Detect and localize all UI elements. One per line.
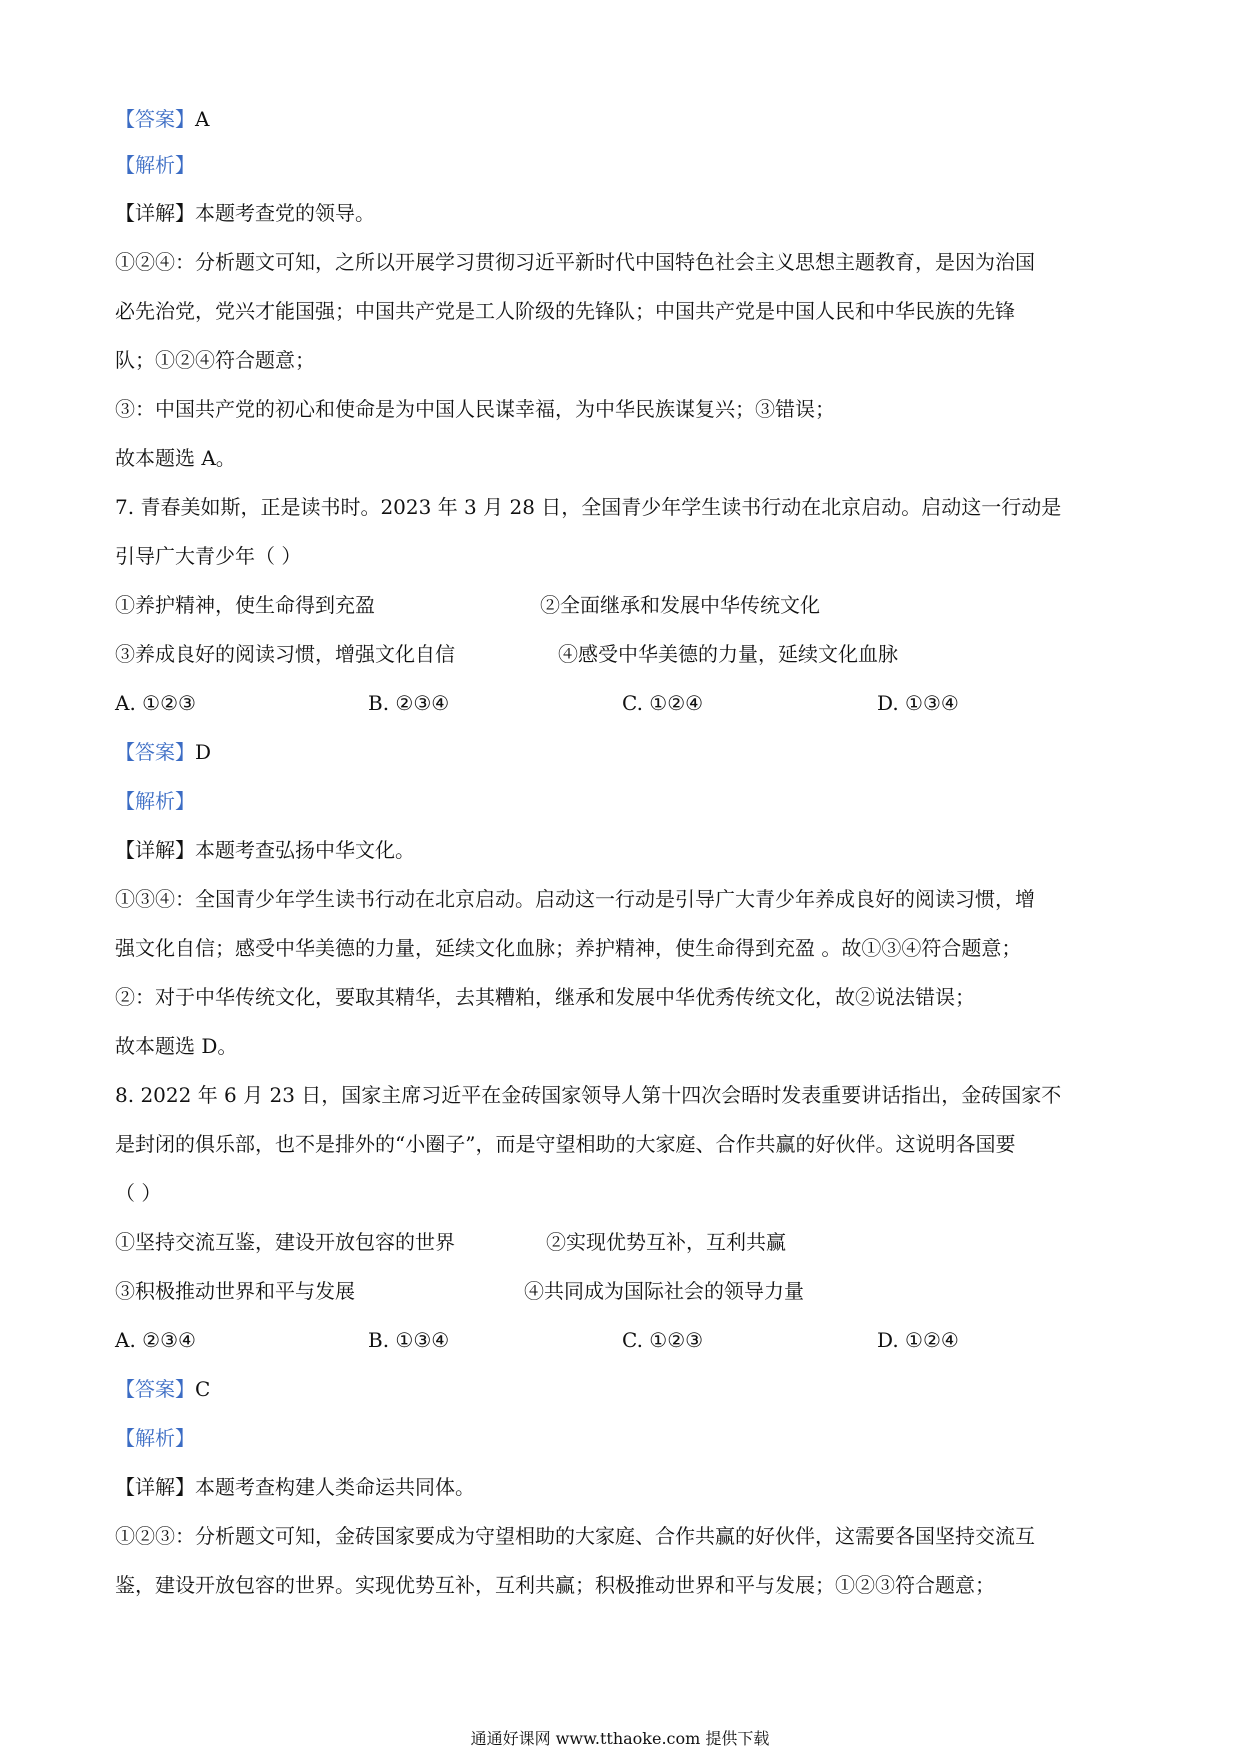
q8-detail: 本题考查构建人类命运共同体。: [195, 1475, 475, 1499]
q8-option-a: A. ②③④: [115, 1328, 196, 1352]
q8-option-d: D. ①②④: [877, 1328, 959, 1352]
answer-label: 【答案】: [115, 107, 195, 131]
q6-answer-line: [115, 104, 1135, 134]
q7-conclusion: 故本题选 D。: [115, 1034, 238, 1058]
q8-answer-line: [115, 1374, 1135, 1404]
q8-detail-line: [115, 1472, 1135, 1502]
q7-detail: 本题考查弘扬中华文化。: [195, 838, 415, 862]
analysis-label: 【解析】: [115, 153, 195, 177]
q6-detail-line: [115, 198, 1135, 228]
q8-stem-3: （ ）: [115, 1181, 162, 1205]
q7-stem-1: 7. 青春美如斯，正是读书时。2023 年 3 月 28 日，全国青少年学生读书行动在北京启动。启动这一行动是: [115, 495, 1062, 519]
analysis-label: 【解析】: [115, 1426, 195, 1450]
answer-label: 【答案】: [115, 1377, 195, 1401]
q7-statement-2: ②全面继承和发展中华传统文化: [540, 593, 820, 617]
detail-label: 【详解】: [115, 201, 195, 225]
q7-option-d: D. ①③④: [877, 691, 959, 715]
q8-option-b: B. ①③④: [368, 1328, 450, 1352]
q6-explanation-4: ③：中国共产党的初心和使命是为中国人民谋幸福，为中华民族谋复兴；③错误；: [115, 397, 835, 421]
q8-explanation-2: 鉴，建设开放包容的世界。实现优势互补，互利共赢；积极推动世界和平与发展；①②③符合题意；: [115, 1573, 995, 1597]
q7-analysis-line: [115, 786, 1135, 816]
q8-analysis-line: [115, 1423, 1135, 1453]
q6-explanation-3: 队；①②④符合题意；: [115, 348, 315, 372]
q6-analysis-line: [115, 150, 1135, 180]
q7-option-b: B. ②③④: [368, 691, 450, 715]
q7-stem-2: 引导广大青少年（ ）: [115, 544, 302, 568]
q7-statement-3: ③养成良好的阅读习惯，增强文化自信: [115, 642, 455, 666]
q8-stem-2: 是封闭的俱乐部，也不是排外的“小圈子”，而是守望相助的大家庭、合作共赢的好伙伴。这说明各国要: [115, 1132, 1016, 1156]
q7-option-c: C. ①②④: [622, 691, 704, 715]
q6-explanation-1: ①②④：分析题文可知，之所以开展学习贯彻习近平新时代中国特色社会主义思想主题教育，是因为治国: [115, 250, 1035, 274]
q6-conclusion: 故本题选 A。: [115, 446, 236, 470]
q7-explanation-1: ①③④：全国青少年学生读书行动在北京启动。启动这一行动是引导广大青少年养成良好的阅读习惯，增: [115, 887, 1035, 911]
q8-statement-3: ③积极推动世界和平与发展: [115, 1279, 355, 1303]
detail-label: 【详解】: [115, 1475, 195, 1499]
q7-explanation-2: 强文化自信；感受中华美德的力量，延续文化血脉；养护精神，使生命得到充盈 。故①③④符合题意；: [115, 936, 1022, 960]
q8-answer: C: [195, 1377, 211, 1401]
q8-explanation-1: ①②③：分析题文可知，金砖国家要成为守望相助的大家庭、合作共赢的好伙伴，这需要各国坚持交流互: [115, 1524, 1035, 1548]
q7-statement-1: ①养护精神，使生命得到充盈: [115, 593, 375, 617]
q6-answer: A: [195, 107, 210, 131]
q8-statement-1: ①坚持交流互鉴，建设开放包容的世界: [115, 1230, 455, 1254]
q8-statement-4: ④共同成为国际社会的领导力量: [524, 1279, 804, 1303]
q7-option-a: A. ①②③: [115, 691, 196, 715]
q6-explanation-2: 必先治党，党兴才能国强；中国共产党是工人阶级的先锋队；中国共产党是中国人民和中华民族的先锋: [115, 299, 1015, 323]
q8-statement-2: ②实现优势互补，互利共赢: [546, 1230, 786, 1254]
page-footer: 通通好课网 www.tthaoke.com 提供下载: [470, 1729, 770, 1748]
answer-label: 【答案】: [115, 740, 195, 764]
detail-label: 【详解】: [115, 838, 195, 862]
q7-explanation-3: ②：对于中华传统文化，要取其精华，去其糟粕，继承和发展中华优秀传统文化，故②说法错误；: [115, 985, 975, 1009]
analysis-label: 【解析】: [115, 789, 195, 813]
q6-detail: 本题考查党的领导。: [195, 201, 375, 225]
q8-option-c: C. ①②③: [622, 1328, 704, 1352]
q8-stem-1: 8. 2022 年 6 月 23 日，国家主席习近平在金砖国家领导人第十四次会晤时发表重要讲话指出，金砖国家不: [115, 1083, 1062, 1107]
q7-answer: D: [195, 740, 212, 764]
q7-statement-4: ④感受中华美德的力量，延续文化血脉: [558, 642, 898, 666]
q7-detail-line: [115, 835, 1135, 865]
q7-answer-line: [115, 737, 1135, 767]
